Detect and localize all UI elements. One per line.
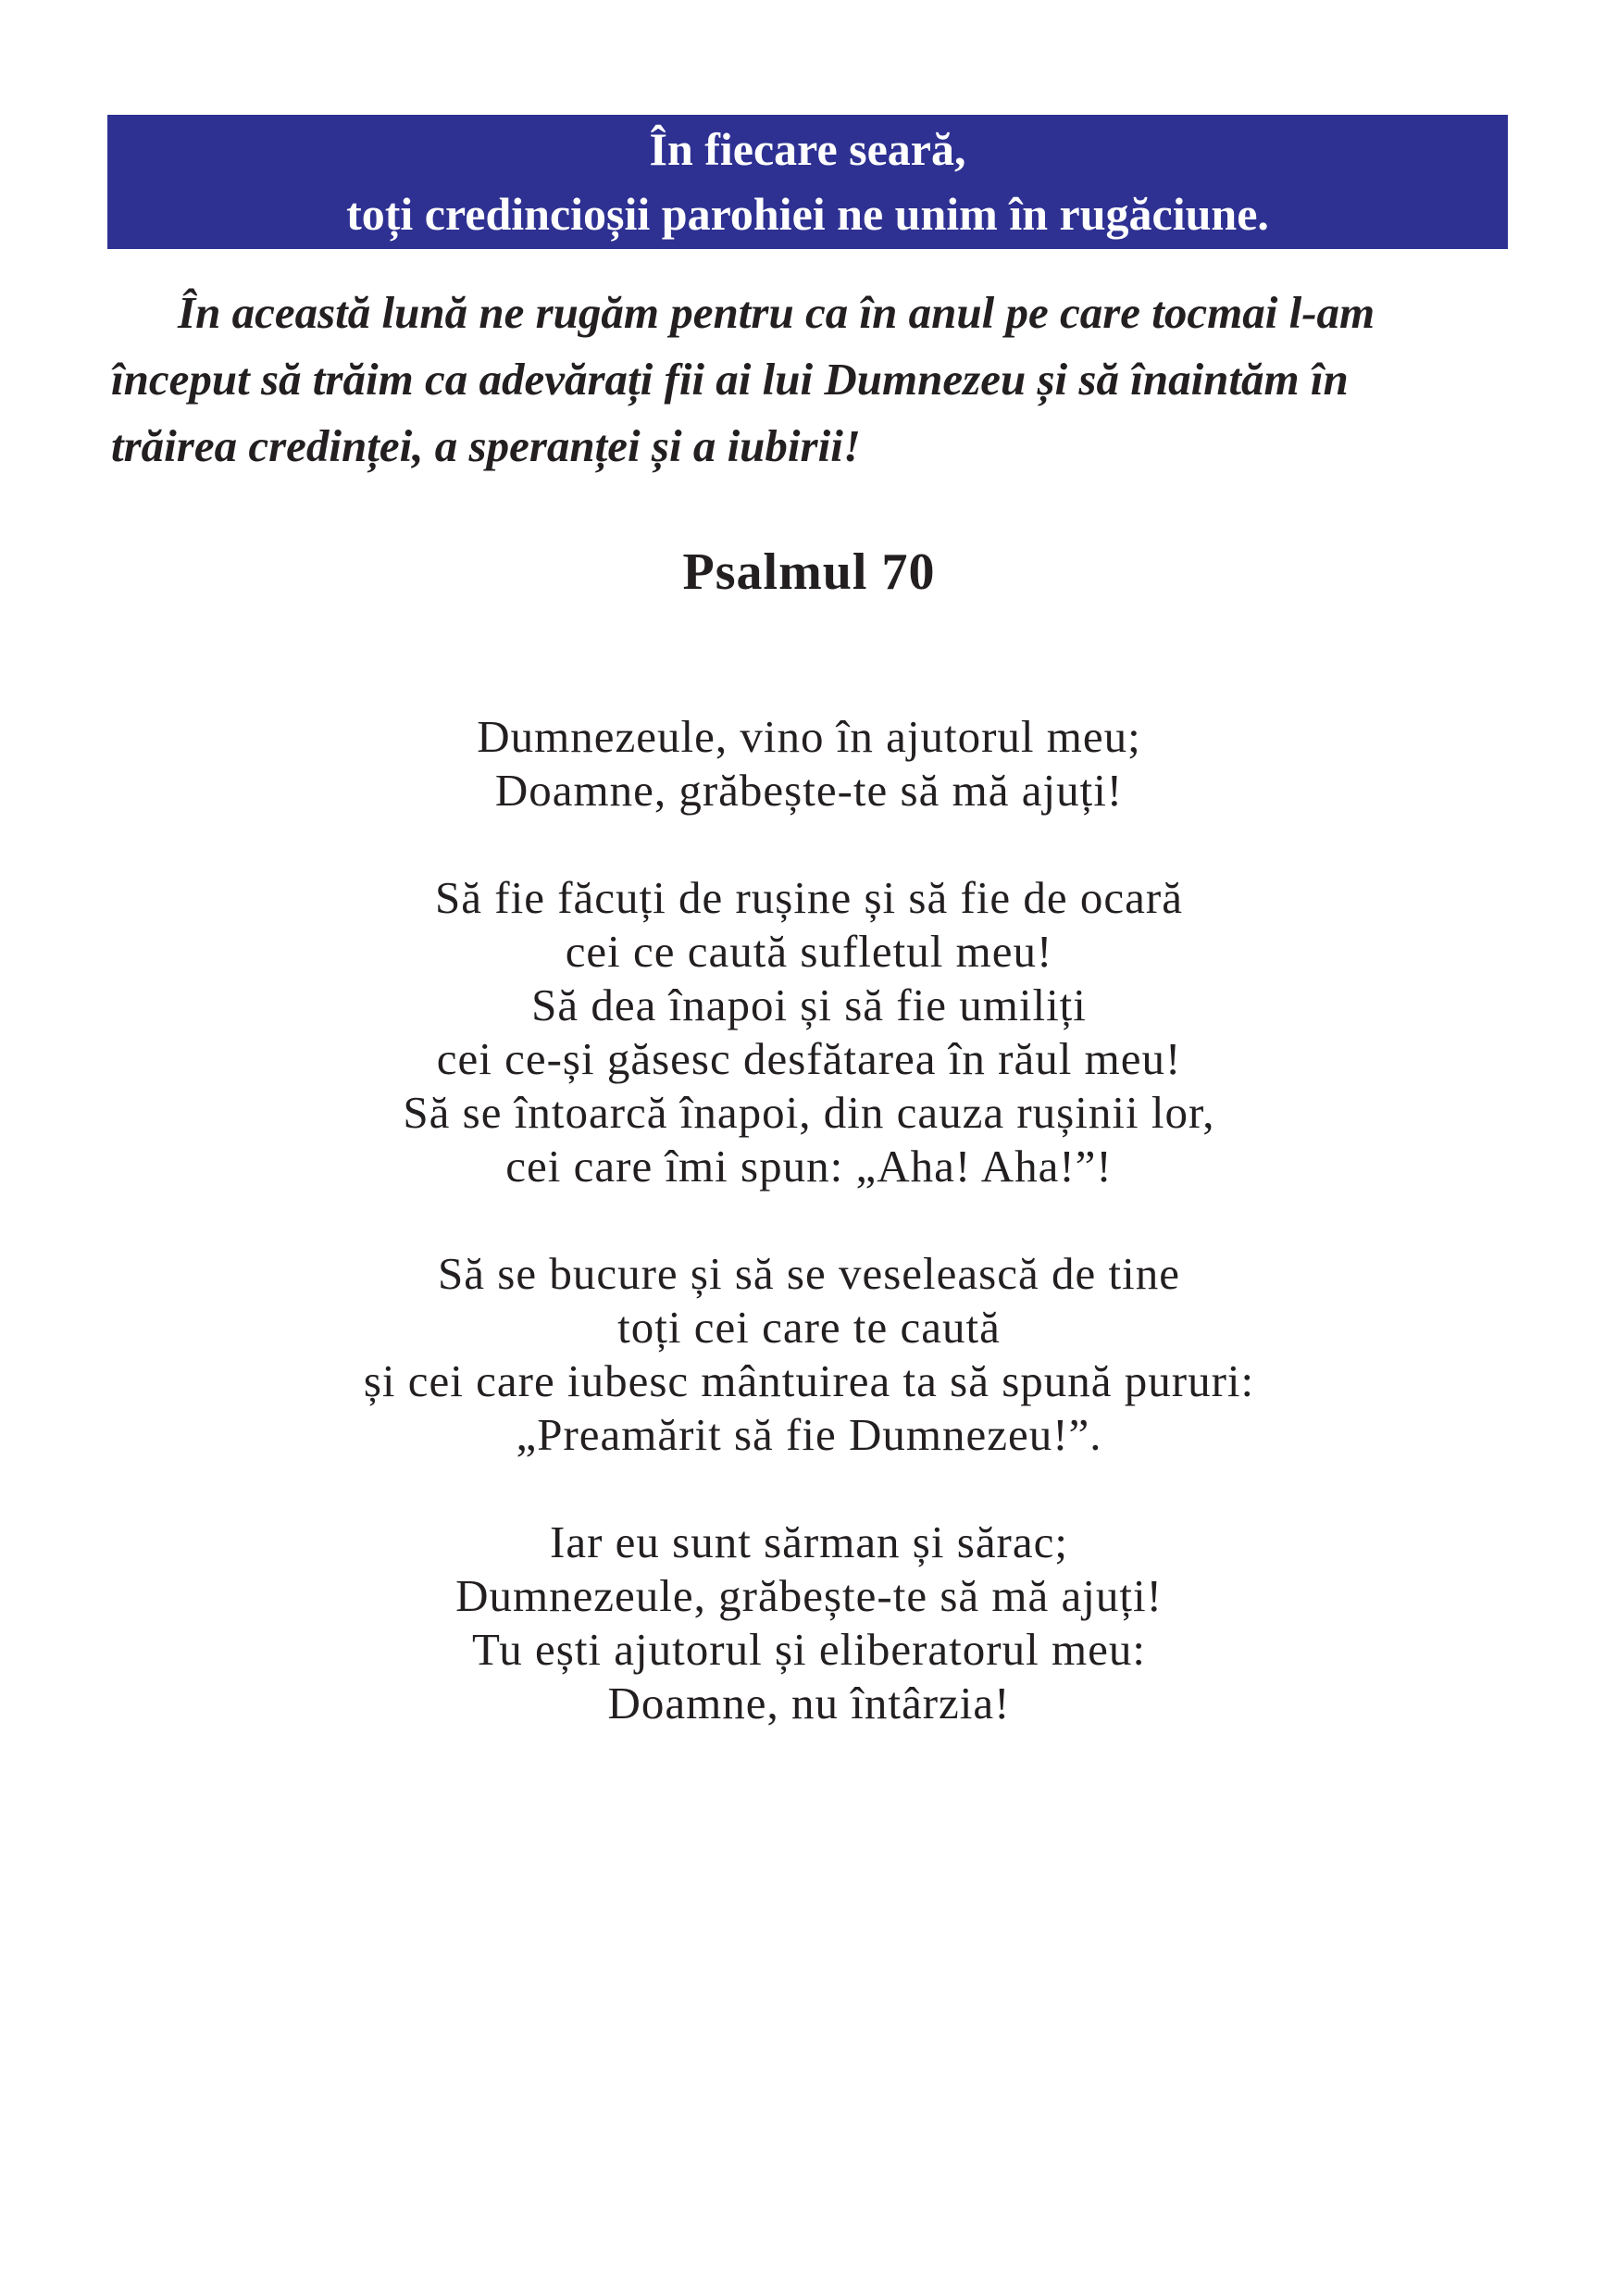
psalm-verse: Să se întoarcă înapoi, din cauza rușinii lor, xyxy=(403,1087,1215,1138)
psalm-text xyxy=(0,710,1618,1784)
psalm-stanza xyxy=(0,871,1618,1193)
psalm-stanza xyxy=(0,1247,1618,1462)
psalm-verse: cei ce-și găsesc desfătarea în răul meu! xyxy=(436,1033,1182,1084)
psalm-verse: Să dea înapoi și să fie umiliți xyxy=(531,980,1087,1030)
intention-line: început să trăim ca adevărați fii ai lui Dumnezeu și să înaintăm în xyxy=(111,354,1349,405)
psalm-verse: Doamne, nu întârzia! xyxy=(607,1678,1011,1728)
psalm-verse: „Preamărit să fie Dumnezeu!”. xyxy=(516,1409,1102,1460)
psalm-verse: Dumnezeule, vino în ajutorul meu; xyxy=(477,711,1141,762)
psalm-verse: Tu ești ajutorul și eliberatorul meu: xyxy=(472,1624,1146,1675)
psalm-verse: Doamne, grăbește-te să mă ajuți! xyxy=(494,765,1124,816)
psalm-verse: cei care îmi spun: „Aha! Aha!”! xyxy=(505,1141,1113,1192)
psalm-stanza xyxy=(0,710,1618,817)
psalm-verse: Dumnezeule, grăbește-te să mă ajuți! xyxy=(455,1570,1163,1621)
banner-line: toți credincioșii parohiei ne unim în rugăciune. xyxy=(346,188,1269,240)
psalm-verse: toți cei care te caută xyxy=(617,1302,1001,1353)
psalm-verse: Iar eu sunt sărman și sărac; xyxy=(550,1516,1068,1567)
psalm-verse: și cei care iubesc mântuirea ta să spună pururi: xyxy=(363,1355,1255,1406)
intention-paragraph xyxy=(111,280,1509,480)
banner-line: În fiecare seară, xyxy=(649,123,966,175)
psalm-verse: Să fie făcuți de rușine și să fie de ocară xyxy=(435,872,1183,923)
psalm-verse: Să se bucure și să se veselească de tine xyxy=(438,1248,1180,1299)
psalm-title: Psalmul 70 xyxy=(682,543,936,601)
psalm-stanza xyxy=(0,1516,1618,1730)
intention-line: trăirea credinței, a speranței și a iubirii! xyxy=(111,420,861,471)
intention-line: În această lună ne rugăm pentru ca în anul pe care tocmai l-am xyxy=(178,287,1375,338)
prayer-banner xyxy=(107,115,1508,249)
psalm-verse: cei ce caută sufletul meu! xyxy=(565,926,1053,977)
